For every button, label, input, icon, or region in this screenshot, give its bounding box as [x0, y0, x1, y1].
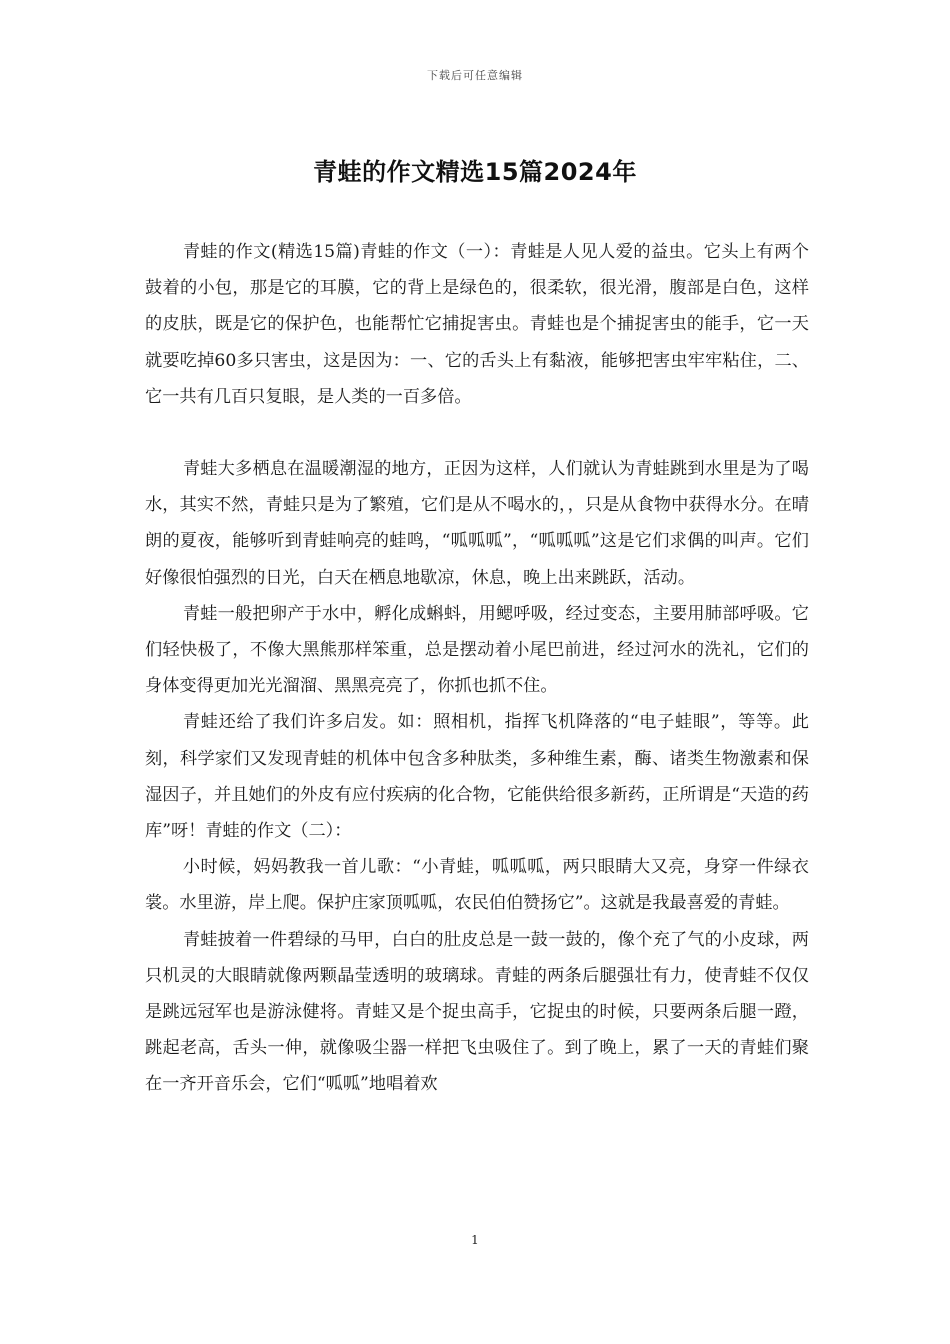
- document-title: 青蛙的作文精选15篇2024年: [313, 158, 637, 186]
- paragraph: 青蛙大多栖息在温暖潮湿的地方，正因为这样，人们就认为青蛙跳到水里是为了喝水，其实不然，青蛙只是为了繁殖，它们是从不喝水的，，只是从食物中获得水分。在晴朗的夏夜，能够听到青蛙响亮的蛙鸣，“呱呱呱”，“呱呱呱”这是它们求偶的叫声。它们好像很怕强烈的日光，白天在栖息地歇凉，休息，晚上出来跳跃，活动。: [145, 459, 809, 588]
- paragraph: 青蛙披着一件碧绿的马甲，白白的肚皮总是一鼓一鼓的，像个充了气的小皮球，两只机灵的大眼睛就像两颗晶莹透明的玻璃球。青蛙的两条后腿强壮有力，使青蛙不仅仅是跳远冠军也是游泳健将。青蛙又是个捉虫高手，它捉虫的时候，只要两条后腿一蹬，跳起老高，舌头一伸，就像吸尘器一样把飞虫吸住了。到了晚上，累了一天的青蛙们聚在一齐开音乐会，它们“呱呱”地唱着欢: [145, 929, 809, 1095]
- paragraph: 青蛙一般把卵产于水中，孵化成蝌蚪，用鳃呼吸，经过变态，主要用肺部呼吸。它们轻快极了，不像大黑熊那样笨重，总是摆动着小尾巴前进，经过河水的洗礼，它们的身体变得更加光光溜溜、黑黑亮亮了，你抓也抓不住。: [145, 603, 809, 697]
- page-number: 1: [471, 1233, 479, 1247]
- document-body: [145, 234, 809, 1103]
- header-note: 下载后可任意编辑: [427, 69, 523, 82]
- paragraph: 青蛙的作文(精选15篇)青蛙的作文（一）：青蛙是人见人爱的益虫。它头上有两个鼓着的小包，那是它的耳膜，它的背上是绿色的，很柔软，很光滑，腹部是白色，这样的皮肤，既是它的保护色，也能帮忙它捕捉害虫。青蛙也是个捕捉害虫的能手，它一天就要吃掉60多只害虫，这是因为：一、它的舌头上有黏液，能够把害虫牢牢粘住，二、它一共有几百只复眼，是人类的一百多倍。: [145, 242, 809, 407]
- paragraph: 青蛙还给了我们许多启发。如：照相机，指挥飞机降落的“电子蛙眼”，等等。此刻，科学家们又发现青蛙的机体中包含多种肽类，多种维生素，酶、诸类生物激素和保湿因子，并且她们的外皮有应付疾病的化合物，它能供给很多新药，正所谓是“天造的药库”呀！青蛙的作文（二）：: [145, 712, 809, 842]
- paragraph: 小时候，妈妈教我一首儿歌：“小青蛙，呱呱呱，两只眼睛大又亮，身穿一件绿衣裳。水里游，岸上爬。保护庄家顶呱呱，农民伯伯赞扬它”。这就是我最喜爱的青蛙。: [145, 857, 809, 914]
